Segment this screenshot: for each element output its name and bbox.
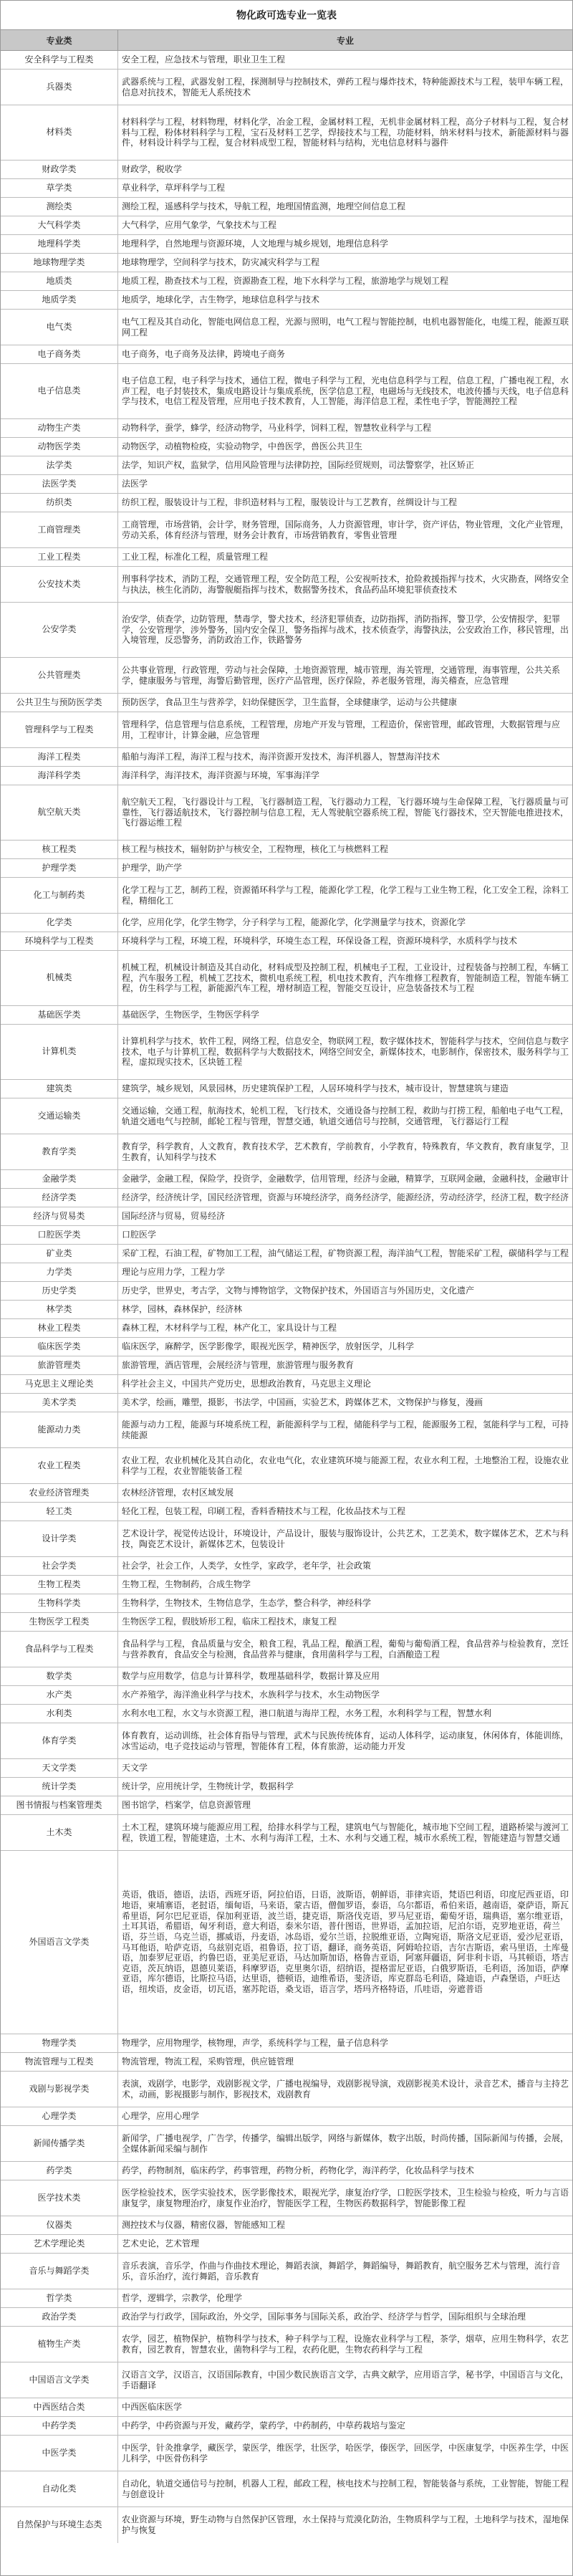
row-category: 化工与制药类 bbox=[1, 878, 118, 913]
row-majors: 农业工程，农业机械化及其自动化，农业电气化，农业建筑环境与能源工程，农业水利工程，土地整治工程，设施农业科学与工程，农业智能装备工程 bbox=[122, 1455, 569, 1476]
row-category: 力学类 bbox=[1, 1263, 118, 1281]
table-row bbox=[1, 1613, 572, 1632]
row-majors: 电气工程及其自动化，智能电网信息工程，光源与照明，电气工程与智能控制，电机电器智能化，电缆工程，能源互联网工程 bbox=[122, 316, 569, 337]
row-category: 美术学类 bbox=[1, 1394, 118, 1412]
table-row bbox=[1, 1815, 572, 1851]
row-majors: 建筑学，城乡规划，风景园林，历史建筑保护工程，人居环境科学与技术，城市设计，智慧建筑与建造 bbox=[122, 1083, 509, 1094]
table-row bbox=[1, 2107, 572, 2126]
row-category: 临床医学类 bbox=[1, 1338, 118, 1356]
row-majors: 地质工程，勘查技术与工程，资源勘查工程，地下水科学与工程，旅游地学与规划工程 bbox=[122, 276, 449, 287]
row-majors: 纺织工程，服装设计与工程，非织造材料与工程，服装设计与工艺教育，丝绸设计与工程 bbox=[122, 497, 458, 508]
row-category: 数学类 bbox=[1, 1667, 118, 1685]
row-category: 电子信息类 bbox=[1, 364, 118, 418]
row-category: 体育学类 bbox=[1, 1723, 118, 1758]
row-majors: 电子信息工程，电子科学与技术，通信工程，微电子科学与工程，光电信息科学与工程，信息工程，广播电视工程，水声工程，电子封装技术，集成电路设计与集成系统，医学信息工程，电磁场与无线技术，电波传播与天线，电子信息科学与技术，电信工程及管理，应用电子技术教育，人工智能，海洋信息工程，柔性电子学，智能测控工程 bbox=[122, 375, 569, 407]
table-row bbox=[1, 475, 572, 494]
row-category: 中国语言文学类 bbox=[1, 2362, 118, 2398]
row-category: 纺织类 bbox=[1, 494, 118, 512]
row-category: 轻工类 bbox=[1, 1503, 118, 1521]
row-majors: 核工程与核技术，辐射防护与核安全，工程物理，核化工与核燃料工程 bbox=[122, 844, 389, 855]
table-row bbox=[1, 438, 572, 456]
table-row bbox=[1, 2235, 572, 2254]
row-category: 海洋工程类 bbox=[1, 748, 118, 766]
table-row bbox=[1, 2216, 572, 2235]
table-row bbox=[1, 1412, 572, 1448]
table-row bbox=[1, 364, 572, 419]
row-majors: 生物医学工程，假肢矫形工程，临床工程技术，康复工程 bbox=[122, 1617, 337, 1627]
row-majors: 大气科学，应用气象学，气象技术与工程 bbox=[122, 220, 277, 231]
row-category: 教育学类 bbox=[1, 1134, 118, 1169]
table-row bbox=[1, 878, 572, 914]
row-majors: 地质学，地球化学，古生物学，地球信息科学与技术 bbox=[122, 295, 320, 305]
row-category: 公共管理类 bbox=[1, 658, 118, 693]
table-row bbox=[1, 2289, 572, 2308]
row-majors: 图书馆学，档案学，信息资源管理 bbox=[122, 1800, 251, 1811]
table-row bbox=[1, 1356, 572, 1375]
row-majors: 农林经济管理，农村区域发展 bbox=[122, 1488, 234, 1498]
row-category: 建筑类 bbox=[1, 1080, 118, 1098]
table-row bbox=[1, 291, 572, 310]
row-category: 天文学类 bbox=[1, 1759, 118, 1777]
row-majors: 船舶与海洋工程，海洋工程与技术，海洋资源开发技术，海洋机器人，智慧海洋技术 bbox=[122, 752, 440, 762]
table-row bbox=[1, 1301, 572, 1319]
row-category: 工商管理类 bbox=[1, 512, 118, 547]
row-majors: 水产养殖学，海洋渔业科学与技术，水族科学与技术，水生动物医学 bbox=[122, 1690, 380, 1700]
row-majors: 法学，知识产权，监狱学，信用风险管理与法律防控，国际经贸规则，司法警察学，社区矫正 bbox=[122, 460, 475, 471]
table-row bbox=[1, 1503, 572, 1521]
row-category: 测绘类 bbox=[1, 198, 118, 216]
row-majors: 理论与应用力学，工程力学 bbox=[122, 1267, 226, 1278]
row-majors: 艺术设计学，视觉传达设计，环境设计，产品设计，服装与服饰设计，公共艺术，工艺美术，数字媒体艺术，艺术与科技，陶瓷艺术设计，新媒体艺术，包装设计 bbox=[122, 1528, 569, 1549]
table-row bbox=[1, 1226, 572, 1245]
table-row bbox=[1, 161, 572, 179]
row-majors: 中西医临床医学 bbox=[122, 2402, 183, 2413]
row-category: 生物医学工程类 bbox=[1, 1613, 118, 1631]
row-majors: 安全工程，应急技术与管理，职业卫生工程 bbox=[122, 54, 286, 65]
row-category: 土木类 bbox=[1, 1815, 118, 1850]
table-row bbox=[1, 1134, 572, 1170]
table-row bbox=[1, 1851, 572, 2034]
table-row bbox=[1, 1796, 572, 1815]
table-row bbox=[1, 51, 572, 70]
table-row bbox=[1, 841, 572, 859]
row-category: 水产类 bbox=[1, 1686, 118, 1704]
row-majors: 金融学，金融工程，保险学，投资学，金融数学，信用管理，经济与金融，精算学，互联网金融，金融科技，金融审计 bbox=[122, 1174, 569, 1184]
row-majors: 临床医学，麻醉学，医学影像学，眼视光医学，精神医学，放射医学，儿科学 bbox=[122, 1341, 415, 1352]
table-row bbox=[1, 1006, 572, 1025]
table-row bbox=[1, 2507, 572, 2543]
row-majors: 法医学 bbox=[122, 479, 148, 489]
row-majors: 机械工程，机械设计制造及其自动化，材料成型及控制工程，机械电子工程，工业设计，过程装备与控制工程，车辆工程，汽车服务工程，机械工艺技术，微机电系统工程，机电技术教育，汽车维修工程教育，智能制造工程，智能车辆工程，仿生科学与工程，新能源汽车工程，增材制造工程，智能交互设计，应急装备技术与工程 bbox=[122, 962, 569, 994]
row-majors: 动物科学，蚕学，蜂学，经济动物学，马业科学，饲料工程，智慧牧业科学与工程 bbox=[122, 423, 432, 434]
table-row bbox=[1, 1282, 572, 1301]
row-majors: 哲学，逻辑学，宗教学，伦理学 bbox=[122, 2293, 243, 2304]
table-row bbox=[1, 1632, 572, 1667]
row-category: 历史学类 bbox=[1, 1282, 118, 1300]
row-category: 社会学类 bbox=[1, 1557, 118, 1575]
table-row bbox=[1, 951, 572, 1006]
table-row bbox=[1, 235, 572, 254]
row-category: 植物生产类 bbox=[1, 2327, 118, 2362]
table-row bbox=[1, 1484, 572, 1503]
table-row bbox=[1, 2034, 572, 2053]
row-category: 基础医学类 bbox=[1, 1006, 118, 1024]
row-category: 马克思主义理论类 bbox=[1, 1375, 118, 1393]
row-category: 哲学类 bbox=[1, 2289, 118, 2307]
row-category: 计算机类 bbox=[1, 1025, 118, 1079]
row-majors: 中药学，中药资源与开发，藏药学，蒙药学，中药制药，中草药栽培与鉴定 bbox=[122, 2421, 406, 2431]
row-majors: 经济学，经济统计学，国民经济管理，资源与环境经济学，商务经济学，能源经济，劳动经济学，经济工程，数字经济 bbox=[122, 1192, 569, 1203]
row-majors: 能源与动力工程，能源与环境系统工程，新能源科学与工程，储能科学与工程，能源服务工程，氢能科学与工程，可持续能源 bbox=[122, 1419, 569, 1440]
row-majors: 表演，戏剧学，电影学，戏剧影视文学，广播电视编导，戏剧影视导演，戏剧影视美术设计，录音艺术，播音与主持艺术，动画，影视摄影与制作，影视技术，戏剧教育 bbox=[122, 2078, 569, 2099]
table-row bbox=[1, 1207, 572, 1226]
table-row bbox=[1, 2436, 572, 2471]
table-row bbox=[1, 2072, 572, 2107]
row-category: 兵器类 bbox=[1, 70, 118, 105]
row-majors: 海洋科学，海洋技术，海洋资源与环境，军事海洋学 bbox=[122, 770, 320, 781]
row-majors: 财政学，税收学 bbox=[122, 164, 183, 175]
table-row bbox=[1, 932, 572, 951]
table-row bbox=[1, 1338, 572, 1356]
table-row bbox=[1, 2398, 572, 2417]
table-row bbox=[1, 345, 572, 364]
table-row bbox=[1, 1448, 572, 1484]
table-row bbox=[1, 712, 572, 748]
header-category: 专业类 bbox=[1, 30, 118, 50]
table-row bbox=[1, 2308, 572, 2327]
row-majors: 农学，园艺，植物保护，植物科学与技术，种子科学与工程，设施农业科学与工程，茶学，烟草，应用生物科学，农艺教育，园艺教育，智慧农业，菌物科学与工程，农药化肥，生物农药科学与工程 bbox=[122, 2333, 569, 2355]
row-category: 机械类 bbox=[1, 951, 118, 1005]
row-category: 生物科学类 bbox=[1, 1594, 118, 1612]
table-row bbox=[1, 1263, 572, 1282]
row-category: 大气科学类 bbox=[1, 216, 118, 234]
row-majors: 水利水电工程，水文与水资源工程，港口航道与海岸工程，水务工程，水利科学与工程，智慧水利 bbox=[122, 1708, 492, 1719]
row-category: 交通运输类 bbox=[1, 1098, 118, 1134]
row-majors: 地球物理学，空间科学与技术，防灾减灾科学与工程 bbox=[122, 257, 320, 268]
row-category: 仪器类 bbox=[1, 2216, 118, 2234]
row-majors: 药学，药物制剂，临床药学，药事管理，药物分析，药物化学，海洋药学，化妆品科学与技术 bbox=[122, 2165, 475, 2176]
table-row bbox=[1, 272, 572, 291]
table-row bbox=[1, 1778, 572, 1796]
row-majors: 口腔医学 bbox=[122, 1230, 157, 1240]
table-row bbox=[1, 1686, 572, 1705]
row-majors: 国际经济与贸易，贸易经济 bbox=[122, 1211, 226, 1222]
row-category: 核工程类 bbox=[1, 841, 118, 858]
row-category: 自然保护与环境生态类 bbox=[1, 2507, 118, 2543]
table-row bbox=[1, 105, 572, 161]
row-majors: 教育学，科学教育，人文教育，教育技术学，艺术教育，学前教育，小学教育，特殊教育，华文教育，教育康复学，卫生教育，认知科学与技术 bbox=[122, 1141, 569, 1162]
table-row bbox=[1, 1557, 572, 1576]
row-category: 音乐与舞蹈学类 bbox=[1, 2254, 118, 2289]
row-category: 农业经济管理类 bbox=[1, 1484, 118, 1502]
row-majors: 工业工程，标准化工程，质量管理工程 bbox=[122, 552, 269, 562]
row-majors: 航空航天工程，飞行器设计与工程，飞行器制造工程，飞行器动力工程，飞行器环境与生命保障工程，飞行器质量与可靠性，飞行器适航技术，飞行器控制与信息工程，无人驾驶航空器系统工程，智能飞行器技术，空天智能电推进技术，飞行器运维工程 bbox=[122, 797, 569, 828]
table-row bbox=[1, 254, 572, 272]
row-majors: 历史学，世界史，考古学，文物与博物馆学，文物保护技术，外国语言与外国历史，文化遗产 bbox=[122, 1285, 475, 1296]
row-category: 中医学类 bbox=[1, 2436, 118, 2471]
table-row bbox=[1, 1170, 572, 1189]
row-category: 医学技术类 bbox=[1, 2180, 118, 2216]
table-row bbox=[1, 694, 572, 712]
table-row bbox=[1, 1759, 572, 1778]
row-majors: 旅游管理，酒店管理，会展经济与管理，旅游管理与服务教育 bbox=[122, 1360, 355, 1371]
header-majors: 专业 bbox=[336, 35, 354, 46]
row-category: 工业工程类 bbox=[1, 548, 118, 566]
table-row bbox=[1, 748, 572, 767]
row-majors: 中医学，针灸推拿学，藏医学，蒙医学，维医学，壮医学，哈医学，傣医学，回医学，中医康复学，中医养生学，中医儿科学，中医骨伤科学 bbox=[122, 2442, 569, 2464]
row-category: 外国语言文学类 bbox=[1, 1851, 118, 2034]
row-category: 材料类 bbox=[1, 105, 118, 160]
row-category: 艺术学理论类 bbox=[1, 2235, 118, 2253]
row-majors: 美术学，绘画，雕塑，摄影，书法学，中国画，实验艺术，跨媒体艺术，文物保护与修复，漫画 bbox=[122, 1397, 483, 1408]
row-category: 动物生产类 bbox=[1, 419, 118, 437]
row-category: 物理学类 bbox=[1, 2034, 118, 2052]
table-row bbox=[1, 179, 572, 198]
row-category: 法医学类 bbox=[1, 475, 118, 493]
table-row bbox=[1, 1319, 572, 1338]
row-category: 草学类 bbox=[1, 179, 118, 197]
table-row bbox=[1, 1098, 572, 1134]
table-row bbox=[1, 1394, 572, 1412]
row-majors: 音乐表演，音乐学，作曲与作曲技术理论，舞蹈表演，舞蹈学，舞蹈编导，舞蹈教育，航空服务艺术与管理，流行音乐，音乐治疗，流行舞蹈，音乐教育 bbox=[122, 2260, 561, 2281]
row-category: 中西医结合类 bbox=[1, 2398, 118, 2416]
row-majors: 采矿工程，石油工程，矿物加工工程，油气储运工程，矿物资源工程，海洋油气工程，智能采矿工程，碳储科学与工程 bbox=[122, 1248, 569, 1259]
row-majors: 天文学 bbox=[122, 1763, 148, 1773]
table-row bbox=[1, 2254, 572, 2289]
row-majors: 动物医学，动植物检疫，实验动物学，中兽医学，兽医公共卫生 bbox=[122, 441, 363, 452]
row-category: 动物医学类 bbox=[1, 438, 118, 456]
row-majors: 政治学与行政学，国际政治，外交学，国际事务与国际关系，政治学、经济学与哲学，国际组织与全球治理 bbox=[122, 2312, 526, 2322]
row-majors: 治安学，侦查学，边防管理，禁毒学，警犬技术，经济犯罪侦查，边防指挥，消防指挥，警卫学，公安情报学，犯罪学，公安管理学，涉外警务，国内安全保卫，警务指挥与战术，技术侦查学，海警执法，公安政治工作，移民管理，出入境管理，反恐警务，消防政治工作，铁路警务 bbox=[122, 614, 569, 646]
row-majors: 公共事业管理，行政管理，劳动与社会保障，土地资源管理，城市管理，海关管理，交通管理，海事管理，公共关系学，健康服务与管理，海警后勤管理，医疗产品管理，医疗保险，养老服务管理，海关稽查，应急管理 bbox=[122, 664, 561, 686]
table-row bbox=[1, 1375, 572, 1394]
row-category: 食品科学与工程类 bbox=[1, 1632, 118, 1667]
row-category: 地质学类 bbox=[1, 291, 118, 309]
row-category: 海洋科学类 bbox=[1, 767, 118, 785]
row-category: 图书情报与档案管理类 bbox=[1, 1796, 118, 1814]
table-row bbox=[1, 1723, 572, 1759]
row-majors: 测绘工程，遥感科学与技术，导航工程，地理国情监测，地理空间信息工程 bbox=[122, 201, 406, 212]
table-row bbox=[1, 1080, 572, 1098]
row-category: 公安技术类 bbox=[1, 567, 118, 602]
table-row bbox=[1, 198, 572, 216]
table-row bbox=[1, 785, 572, 841]
row-category: 林学类 bbox=[1, 1301, 118, 1318]
table-title: 物化政可选专业一览表 bbox=[1, 1, 572, 30]
row-category: 生物工程类 bbox=[1, 1576, 118, 1594]
row-majors: 材料科学与工程，材料物理，材料化学，冶金工程，金属材料工程，无机非金属材料工程，高分子材料与工程，复合材料与工程，粉体材料科学与工程，宝石及材料工艺学，焊接技术与工程，功能材料，纳米材料与技术，新能源材料与器件，材料设计科学与工程，复合材料成型工程，智能材料与结构，光电信息材料与器件 bbox=[122, 117, 569, 148]
row-majors: 轻化工程，包装工程，印刷工程，香料香精技术与工程，化妆品技术与工程 bbox=[122, 1506, 406, 1517]
table-row bbox=[1, 1594, 572, 1613]
row-category: 地球物理学类 bbox=[1, 254, 118, 272]
row-majors: 物流管理，物流工程，采购管理，供应链管理 bbox=[122, 2057, 294, 2067]
row-majors: 刑事科学技术，消防工程，交通管理工程，安全防范工程，公安视听技术，抢险救援指挥与技术，火灾勘查，网络安全与执法，核生化消防，海警舰艇指挥与技术，数据警务技术，食品药品环境犯罪侦查技术 bbox=[122, 573, 569, 595]
table-row bbox=[1, 2327, 572, 2362]
row-majors: 社会学，社会工作，人类学，女性学，家政学，老年学，社会政策 bbox=[122, 1561, 372, 1571]
table-row bbox=[1, 456, 572, 475]
row-category: 物流管理与工程类 bbox=[1, 2053, 118, 2071]
row-category: 地理科学类 bbox=[1, 235, 118, 253]
row-category: 林业工程类 bbox=[1, 1319, 118, 1337]
row-majors: 英语，俄语，德语，法语，西班牙语，阿拉伯语，日语，波斯语，朝鲜语，菲律宾语，梵语巴利语，印度尼西亚语，印地语，柬埔寨语，老挝语，缅甸语，马来语，蒙古语，僧伽罗语，泰语，乌尔都语，希伯来语，越南语，豪萨语，斯瓦希里语，阿尔巴尼亚语，保加利亚语，波兰语，捷克语，斯洛伐克语，罗马尼亚语，葡萄牙语，瑞典语，塞尔维亚语，土耳其语，希腊语，匈牙利语，意大利语，泰米尔语，普什图语，世界语，孟加拉语，尼泊尔语，克罗地亚语，荷兰语，芬兰语，乌克兰语，挪威语，丹麦语，冰岛语，爱尔兰语，拉脱维亚语，立陶宛语，斯洛文尼亚语，爱沙尼亚语，马耳他语，哈萨克语，乌兹别克语，祖鲁语，拉丁语，翻译，商务英语，阿姆哈拉语，吉尔吉斯语，索马里语，土库曼语，加泰罗尼亚语，约鲁巴语，亚美尼亚语，马达加斯加语，格鲁吉亚语，阿塞拜疆语，阿非利卡语，马其顿语，塔吉克语，茨瓦纳语，恩德贝莱语，科摩罗语，克里奥尔语，绍纳语，提格雷尼亚语，白俄罗斯语，毛利语，汤加语，萨摩亚语，库尔德语，比斯拉马语，达里语，德顿语，迪维希语，斐济语，库克群岛毛利语，隆迪语，卢森堡语，卢旺达语，纽埃语，皮金语，切瓦语，塞苏陀语，桑戈语，语言学，塔玛齐格特语，爪哇语，旁遮普语 bbox=[122, 1890, 569, 1994]
row-category: 航空航天类 bbox=[1, 785, 118, 840]
row-majors: 电子商务，电子商务及法律，跨境电子商务 bbox=[122, 349, 286, 360]
table-header bbox=[1, 30, 572, 51]
row-category: 药学类 bbox=[1, 2162, 118, 2180]
row-majors: 汉语言文学，汉语言，汉语国际教育，中国少数民族语言文学，古典文献学，应用语言学，秘书学，中国语言与文化，手语翻译 bbox=[122, 2369, 569, 2390]
row-majors: 体育教育，运动训练，社会体育指导与管理，武术与民族传统体育，运动人体科学，运动康复，休闲体育，体能训练，冰雪运动，电子竞技运动与管理，智能体育工程，体育旅游，运动能力开发 bbox=[122, 1730, 569, 1751]
row-category: 管理科学与工程类 bbox=[1, 712, 118, 747]
row-category: 口腔医学类 bbox=[1, 1226, 118, 1244]
row-majors: 食品科学与工程，食品质量与安全，粮食工程，乳品工程，酿酒工程，葡萄与葡萄酒工程，食品营养与检验教育，烹饪与营养教育，食品安全与检测，食品营养与健康，食用菌科学与工程，白酒酿造工程 bbox=[122, 1638, 569, 1660]
row-majors: 医学检验技术，医学实验技术，医学影像技术，眼视光学，康复治疗学，口腔医学技术，卫生检验与检疫，听力与言语康复学，康复物理治疗，康复作业治疗，智能医学工程，生物医药数据科学，智能影像工程 bbox=[122, 2187, 569, 2208]
row-category: 化学类 bbox=[1, 914, 118, 932]
row-majors: 管理科学，信息管理与信息系统，工程管理，房地产开发与管理，工程造价，保密管理，邮政管理，大数据管理与应用，工程审计，计算金融，应急管理 bbox=[122, 719, 561, 740]
row-category: 金融学类 bbox=[1, 1170, 118, 1188]
row-category: 护理学类 bbox=[1, 859, 118, 877]
table-row bbox=[1, 859, 572, 878]
row-category: 公共卫生与预防医学类 bbox=[1, 694, 118, 712]
table-row bbox=[1, 1189, 572, 1207]
row-majors: 交通运输，交通工程，航海技术，轮机工程，飞行技术，交通设备与控制工程，救助与打捞工程，船舶电子电气工程，轨道交通电气与控制，邮轮工程与管理，智慧交通，轨道交通信号与控制，交通管理，飞行器运行工程 bbox=[122, 1105, 569, 1126]
row-majors: 预防医学，食品卫生与营养学，妇幼保健医学，卫生监督，全球健康学，运动与公共健康 bbox=[122, 697, 458, 708]
row-category: 能源动力类 bbox=[1, 1412, 118, 1447]
row-majors: 工商管理，市场营销，会计学，财务管理，国际商务，人力资源管理，审计学，资产评估，物业管理，文化产业管理，劳动关系，体育经济与管理，财务会计教育，市场营销教育，零售业管理 bbox=[122, 519, 569, 540]
row-majors: 森林工程，木材科学与工程，林产化工，家具设计与工程 bbox=[122, 1323, 337, 1334]
row-category: 环境科学与工程类 bbox=[1, 932, 118, 950]
table-row bbox=[1, 767, 572, 785]
table-row bbox=[1, 2362, 572, 2398]
row-majors: 心理学，应用心理学 bbox=[122, 2111, 200, 2122]
row-majors: 基础医学，生物医学，生物医学科学 bbox=[122, 1010, 260, 1020]
row-category: 自动化类 bbox=[1, 2471, 118, 2506]
row-majors: 科学社会主义，中国共产党历史，思想政治教育，马克思主义理论 bbox=[122, 1379, 372, 1389]
table-row bbox=[1, 2417, 572, 2436]
row-majors: 环境科学与工程，环境工程，环境科学，环境生态工程，环保设备工程，资源环境科学，水质科学与技术 bbox=[122, 936, 518, 947]
table-row bbox=[1, 658, 572, 694]
row-majors: 生物科学，生物技术，生物信息学，生态学，整合科学，神经科学 bbox=[122, 1598, 372, 1609]
row-category: 矿业类 bbox=[1, 1245, 118, 1263]
table-row bbox=[1, 2162, 572, 2180]
table-row bbox=[1, 2180, 572, 2216]
row-category: 电气类 bbox=[1, 310, 118, 345]
row-majors: 测控技术与仪器，精密仪器，智能感知工程 bbox=[122, 2220, 286, 2231]
table-row bbox=[1, 603, 572, 658]
row-majors: 化学，应用化学，化学生物学，分子科学与工程，能源化学，化学测量学与技术，资源化学 bbox=[122, 917, 466, 928]
table-row bbox=[1, 1667, 572, 1686]
row-majors: 新闻学，广播电视学，广告学，传播学，编辑出版学，网络与新媒体，数字出版，时尚传播，国际新闻与传播，会展，全媒体新闻采编与制作 bbox=[122, 2132, 569, 2154]
table-row bbox=[1, 1025, 572, 1080]
row-majors: 统计学，应用统计学，生物统计学，数据科学 bbox=[122, 1781, 294, 1792]
row-category: 戏剧与影视学类 bbox=[1, 2072, 118, 2107]
row-majors: 计算机科学与技术，软件工程，网络工程，信息安全，物联网工程，数字媒体技术，智能科学与技术，空间信息与数字技术，电子与计算机工程，数据科学与大数据技术，网络空间安全，新媒体技术，电影制作，保密技术，服务科学与工程，虚拟现实技术，区块链工程 bbox=[122, 1036, 569, 1068]
row-majors: 数学与应用数学，信息与计算科学，数理基础科学，数据计算及应用 bbox=[122, 1671, 380, 1682]
row-majors: 林学，园林，森林保护，经济林 bbox=[122, 1304, 243, 1315]
row-majors: 草业科学，草坪科学与工程 bbox=[122, 183, 226, 193]
row-category: 设计学类 bbox=[1, 1521, 118, 1556]
row-category: 公安学类 bbox=[1, 603, 118, 657]
row-category: 政治学类 bbox=[1, 2308, 118, 2326]
row-category: 农业工程类 bbox=[1, 1448, 118, 1483]
table-row bbox=[1, 216, 572, 235]
row-category: 安全科学与工程类 bbox=[1, 51, 118, 69]
row-majors: 自动化，轨道交通信号与控制，机器人工程，邮政工程，核电技术与控制工程，智能装备与系统，工业智能，智能工程与创意设计 bbox=[122, 2478, 569, 2499]
row-majors: 护理学，助产学 bbox=[122, 863, 183, 873]
row-majors: 艺术史论，艺术管理 bbox=[122, 2239, 200, 2249]
row-majors: 农业资源与环境，野生动物与自然保护区管理，水土保持与荒漠化防治，生物质科学与工程，土地科学与技术，湿地保护与恢复 bbox=[122, 2514, 569, 2535]
table-row bbox=[1, 1576, 572, 1594]
table-row bbox=[1, 1705, 572, 1723]
row-category: 经济与贸易类 bbox=[1, 1207, 118, 1225]
row-category: 心理学类 bbox=[1, 2107, 118, 2125]
table-row bbox=[1, 2053, 572, 2072]
row-majors: 生物工程，生物制药，合成生物学 bbox=[122, 1579, 251, 1590]
table-row bbox=[1, 419, 572, 438]
row-category: 新闻传播学类 bbox=[1, 2126, 118, 2161]
row-majors: 地理科学，自然地理与资源环境，人文地理与城乡规划，地理信息科学 bbox=[122, 239, 389, 249]
row-category: 水利类 bbox=[1, 1705, 118, 1723]
row-category: 经济学类 bbox=[1, 1189, 118, 1207]
row-category: 中药学类 bbox=[1, 2417, 118, 2435]
row-majors: 土木工程，建筑环境与能源应用工程，给排水科学与工程，建筑电气与智能化，城市地下空间工程，道路桥梁与渡河工程，铁道工程，智能建造，土木、水利与海洋工程，土木、水利与交通工程，城市水系统工程，智能建造与智慧交通 bbox=[122, 1821, 569, 1843]
row-category: 旅游管理类 bbox=[1, 1356, 118, 1374]
table-row bbox=[1, 1245, 572, 1263]
table-row bbox=[1, 914, 572, 932]
table-row bbox=[1, 70, 572, 105]
row-majors: 物理学，应用物理学，核物理，声学，系统科学与工程，量子信息科学 bbox=[122, 2038, 389, 2049]
row-category: 电子商务类 bbox=[1, 345, 118, 363]
table-row bbox=[1, 512, 572, 548]
row-category: 统计学类 bbox=[1, 1778, 118, 1796]
table-row bbox=[1, 1521, 572, 1557]
table-row bbox=[1, 2471, 572, 2507]
table-row bbox=[1, 548, 572, 567]
row-majors: 武器系统与工程，武器发射工程，探测制导与控制技术，弹药工程与爆炸技术，特种能源技术与工程，装甲车辆工程，信息对抗技术，智能无人系统技术 bbox=[122, 76, 569, 97]
table-row bbox=[1, 2126, 572, 2162]
row-category: 财政学类 bbox=[1, 161, 118, 178]
table-row bbox=[1, 567, 572, 603]
table-body bbox=[1, 51, 572, 2575]
row-majors: 化学工程与工艺，制药工程，资源循环科学与工程，能源化学工程，化学工程与工业生物工程，化工安全工程，涂料工程，精细化工 bbox=[122, 884, 569, 906]
table-row bbox=[1, 310, 572, 345]
table-row bbox=[1, 494, 572, 512]
row-category: 地质类 bbox=[1, 272, 118, 290]
row-category: 法学类 bbox=[1, 456, 118, 474]
